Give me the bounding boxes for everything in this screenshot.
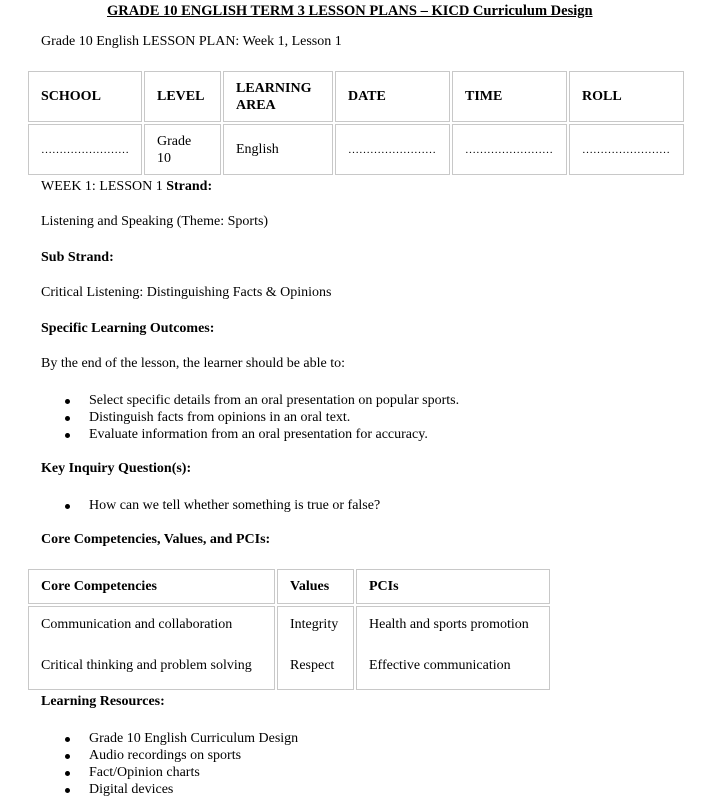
- strand-label: Strand:: [166, 179, 213, 194]
- school-value: ……………………: [28, 124, 142, 175]
- competency-item: Communication and collaboration: [41, 617, 233, 632]
- competencies-label: Core Competencies, Values, and PCIs:: [41, 532, 271, 547]
- value-item: Respect: [290, 658, 335, 673]
- header-pcis: PCIs: [356, 569, 550, 604]
- roll-value: ……………………: [569, 124, 684, 175]
- week-lesson-line: [41, 179, 212, 195]
- list-item: Evaluate information from an oral presentation for accuracy.: [63, 426, 459, 443]
- list-item: Fact/Opinion charts: [63, 764, 298, 781]
- competency-item: Critical thinking and problem solving: [41, 658, 252, 673]
- pcis-cell: [356, 606, 550, 690]
- values-cell: [277, 606, 354, 690]
- outcomes-list: [63, 392, 459, 443]
- time-value: ……………………: [452, 124, 567, 175]
- week-label: WEEK 1: LESSON 1: [41, 179, 163, 194]
- header-learning-area: LEARNING AREA: [223, 71, 333, 122]
- competencies-table: [26, 567, 552, 692]
- outcomes-intro: By the end of the lesson, the learner should be able to:: [41, 356, 346, 371]
- table-row: [28, 606, 550, 690]
- learning-area-value: English: [223, 124, 333, 175]
- resources-list: [63, 730, 298, 798]
- list-item: Grade 10 English Curriculum Design: [63, 730, 298, 747]
- sub-strand-value: Critical Listening: Distinguishing Facts & Opinions: [41, 285, 332, 300]
- table-header-row: [28, 569, 550, 604]
- list-item: Digital devices: [63, 781, 298, 798]
- list-item: How can we tell whether something is true or false?: [63, 497, 380, 514]
- level-value: Grade 10: [144, 124, 221, 175]
- outcomes-label: Specific Learning Outcomes:: [41, 321, 215, 336]
- table-row: [28, 124, 684, 175]
- list-item: Select specific details from an oral presentation on popular sports.: [63, 392, 459, 409]
- header-roll: ROLL: [569, 71, 684, 122]
- resources-label: Learning Resources:: [41, 694, 165, 709]
- header-school: SCHOOL: [28, 71, 142, 122]
- header-core-competencies: Core Competencies: [28, 569, 275, 604]
- sub-strand-label: Sub Strand:: [41, 250, 114, 265]
- table-header-row: [28, 71, 684, 122]
- header-date: DATE: [335, 71, 450, 122]
- date-value: ……………………: [335, 124, 450, 175]
- list-item: Audio recordings on sports: [63, 747, 298, 764]
- pci-item: Health and sports promotion: [369, 617, 529, 632]
- document-title: GRADE 10 ENGLISH TERM 3 LESSON PLANS – KICD Curriculum Design: [107, 3, 593, 19]
- strand-value: Listening and Speaking (Theme: Sports): [41, 214, 269, 229]
- value-item: Integrity: [290, 617, 339, 632]
- lesson-plan-heading: Grade 10 English LESSON PLAN: Week 1, Lesson 1: [41, 34, 342, 49]
- lesson-info-table: [26, 69, 686, 177]
- header-values: Values: [277, 569, 354, 604]
- core-competencies-cell: [28, 606, 275, 690]
- inquiry-label: Key Inquiry Question(s):: [41, 461, 192, 476]
- inquiry-list: [63, 497, 380, 514]
- pci-item: Effective communication: [369, 658, 511, 673]
- list-item: Distinguish facts from opinions in an oral text.: [63, 409, 459, 426]
- header-time: TIME: [452, 71, 567, 122]
- header-level: LEVEL: [144, 71, 221, 122]
